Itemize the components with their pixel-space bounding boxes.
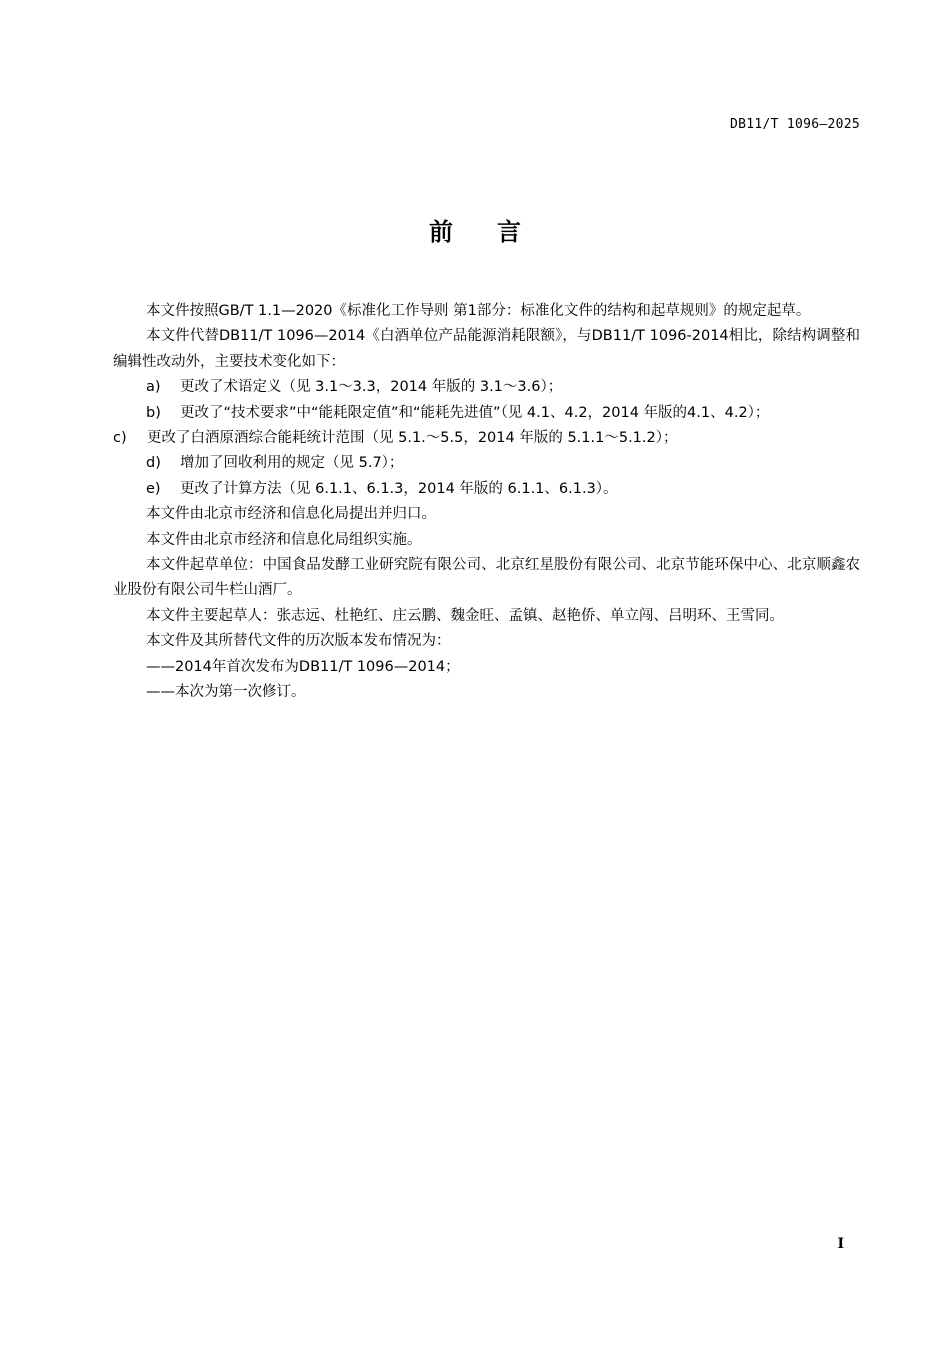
list-item-label: c) bbox=[113, 430, 127, 447]
paragraph-drafting-rules: 本文件按照GB/T 1.1—2020《标准化工作导则 第1部分：标准化文件的结构和起草规则》的规定起草。 bbox=[146, 303, 811, 319]
page-number: I bbox=[837, 1236, 844, 1252]
list-item bbox=[113, 401, 860, 426]
list-item-text: 更改了术语定义（见 3.1～3.3，2014 年版的 3.1～3.6）； bbox=[180, 379, 563, 396]
list-item-text: 更改了白酒原酒综合能耗统计范围（见 5.1.～5.5，2014 年版的 5.1.1～5.1.2）； bbox=[147, 430, 678, 447]
paragraph-proposer: 本文件由北京市经济和信息化局提出并归口。 bbox=[146, 506, 436, 523]
list-item bbox=[113, 451, 860, 476]
list-item-label: d) bbox=[146, 455, 161, 472]
list-item-text: 更改了计算方法（见 6.1.1、6.1.3，2014 年版的 6.1.1、6.1.3）。 bbox=[180, 480, 618, 497]
list-item bbox=[113, 477, 860, 502]
list-item bbox=[113, 375, 860, 400]
paragraph-drafting-units: 本文件起草单位：中国食品发酵工业研究院有限公司、北京红星股份有限公司、北京节能环保中心、北京顺鑫农业股份有限公司牛栏山酒厂。 bbox=[113, 557, 860, 599]
paragraph-version-history: 本文件及其所替代文件的历次版本发布情况为： bbox=[146, 633, 451, 650]
list-item-label: e) bbox=[146, 480, 161, 497]
page-title: 前言 bbox=[429, 218, 565, 246]
paragraph-implementer: 本文件由北京市经济和信息化局组织实施。 bbox=[146, 531, 422, 548]
paragraph-replacement: 本文件代替DB11/T 1096—2014《白酒单位产品能源消耗限额》，与DB11/T 1096-2014相比，除结构调整和编辑性改动外，主要技术变化如下： bbox=[113, 328, 860, 370]
history-item: ——本次为第一次修订。 bbox=[146, 684, 306, 701]
list-item bbox=[113, 426, 860, 451]
list-item-label: b) bbox=[146, 404, 161, 421]
list-item-label: a) bbox=[146, 379, 161, 396]
list-item-text: 增加了回收利用的规定（见 5.7）； bbox=[180, 455, 404, 472]
document-code-header: DB11/T 1096—2025 bbox=[729, 117, 860, 132]
foreword-body bbox=[113, 299, 860, 706]
list-item-text: 更改了“技术要求”中“能耗限定值”和“能耗先进值”（见 4.1、4.2，2014 年版的4.1、4.2）； bbox=[180, 404, 770, 421]
history-item: ——2014年首次发布为DB11/T 1096—2014； bbox=[146, 658, 460, 675]
paragraph-drafters: 本文件主要起草人：张志远、杜艳红、庄云鹏、魏金旺、孟镇、赵艳侨、单立闯、吕明环、王雪同。 bbox=[146, 607, 784, 624]
